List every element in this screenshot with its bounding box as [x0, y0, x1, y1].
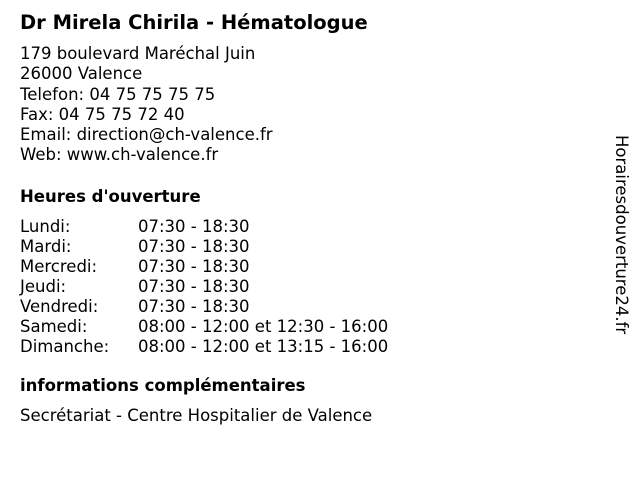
hours-row-wednesday — [20, 257, 600, 277]
hours-time: 07:30 - 18:30 — [138, 236, 250, 256]
hours-time: 08:00 - 12:00 et 13:15 - 16:00 — [138, 337, 389, 357]
hours-day: Lundi: — [20, 216, 71, 236]
hours-day: Dimanche: — [20, 337, 110, 357]
hours-time: 08:00 - 12:00 et 12:30 - 16:00 — [138, 317, 389, 337]
address-city: 26000 Valence — [20, 64, 143, 84]
hours-day: Mardi: — [20, 236, 72, 256]
opening-hours-table — [20, 217, 600, 358]
hours-row-sunday — [20, 337, 600, 357]
hours-time: 07:30 - 18:30 — [138, 277, 250, 297]
listing-card — [20, 10, 600, 427]
page-title: Dr Mirela Chirila - Hématologue — [20, 11, 368, 34]
website-link[interactable]: Web: www.ch-valence.fr — [20, 145, 219, 165]
hours-row-thursday — [20, 277, 600, 297]
additional-info-heading: informations complémentaires — [20, 376, 306, 396]
hours-time: 07:30 - 18:30 — [138, 216, 250, 236]
hours-day: Mercredi: — [20, 256, 98, 276]
hours-row-saturday — [20, 317, 600, 337]
email-address[interactable]: Email: direction@ch-valence.fr — [20, 125, 273, 145]
address-street: 179 boulevard Maréchal Juin — [20, 44, 256, 63]
site-watermark: Horairesdouverture24.fr — [612, 135, 631, 335]
hours-row-monday — [20, 217, 600, 237]
hours-day: Jeudi: — [20, 277, 67, 297]
opening-hours-heading: Heures d'ouverture — [20, 186, 201, 206]
hours-time: 07:30 - 18:30 — [138, 297, 250, 317]
hours-row-tuesday — [20, 237, 600, 257]
additional-info-text: Secrétariat - Centre Hospitalier de Valence — [20, 406, 373, 426]
hours-day: Samedi: — [20, 317, 88, 337]
phone-number[interactable]: Telefon: 04 75 75 75 75 — [20, 84, 216, 104]
fax-number: Fax: 04 75 75 72 40 — [20, 104, 185, 124]
contact-block — [20, 44, 600, 166]
hours-day: Vendredi: — [20, 297, 99, 317]
hours-row-friday — [20, 297, 600, 317]
hours-time: 07:30 - 18:30 — [138, 256, 250, 276]
